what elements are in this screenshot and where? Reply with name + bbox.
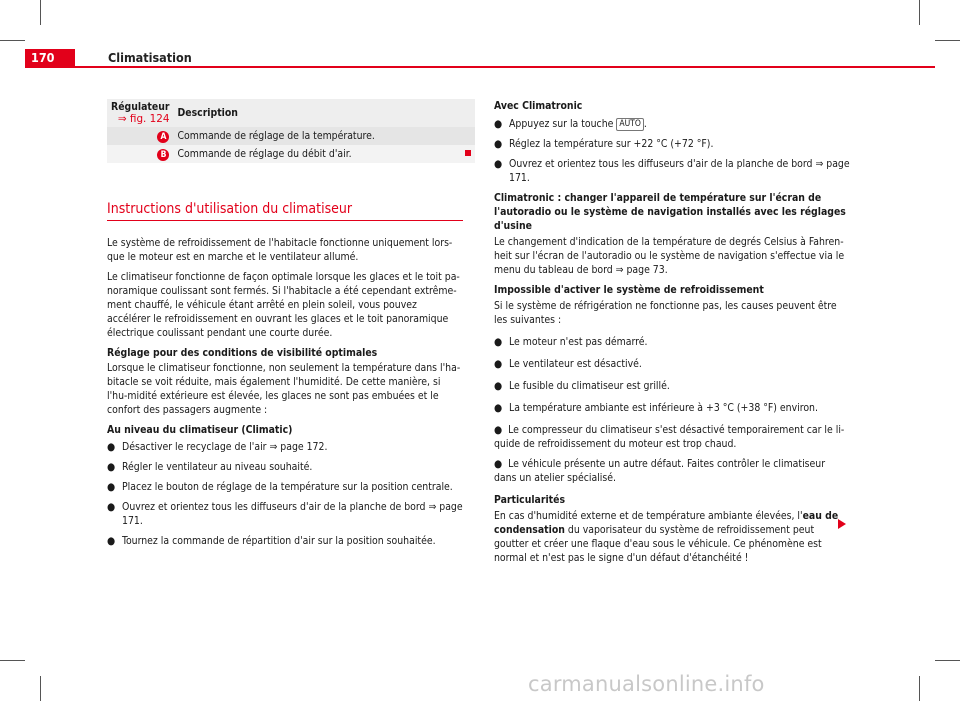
left-column (107, 236, 463, 554)
paragraph: Le système de refroidissement de l'habitacle fonctionne uniquement lors-que le moteur est en marche et le ventilateur allumé. (107, 237, 453, 263)
bullet-icon: ● (494, 336, 503, 348)
table-row (107, 127, 475, 145)
list-item: ● Le véhicule présente un autre défaut. Faites contrôler le climatiseur dans un atelier spécialisé. (494, 458, 826, 484)
continue-arrow-icon (838, 519, 846, 529)
list-item: ● Le fusible du climatiseur est grillé. (494, 380, 670, 392)
table-cell-description: Commande de réglage de la température. (173, 127, 475, 145)
list-item: ● La température ambiante est inférieure à +3 °C (+38 °F) environ. (494, 402, 818, 414)
page-title: Climatisation (108, 50, 192, 65)
crop-mark (0, 660, 25, 661)
list-item: ● Appuyez sur la touche AUTO . (494, 118, 647, 130)
page-number: 170 (31, 50, 55, 65)
table-header-description: Description (173, 99, 475, 127)
list-item: ● Le moteur n'est pas démarré. (494, 336, 648, 348)
list-item: ● Ouvrez et orientez tous les diffuseurs d'air de la planche de bord ⇒ page 171. (494, 158, 850, 184)
table-cell-description: Commande de réglage du débit d'air. (173, 145, 475, 163)
list-item: ● Placez le bouton de réglage de la température sur la position centrale. (107, 481, 453, 493)
list-item: ● Désactiver le recyclage de l'air ⇒ page 172. (107, 441, 328, 453)
subheading: Au niveau du climatiseur (Climatic) (107, 424, 293, 436)
paragraph: En cas d'humidité externe et de température ambiante élevées, l'eau de condensation du vaporisateur du système de refroidissement peut goutter et créer une flaque d'eau sous le véhicule. Ce phénomène est normal et n'est pas le signe d'un défaut d'étanchéité ! (494, 510, 839, 564)
subheading: Avec Climatronic (494, 100, 583, 112)
page-header (25, 49, 935, 67)
list-item: ● Le compresseur du climatiseur s'est désactivé temporairement car le li-quide de refroidissement du moteur est trop chaud. (494, 424, 845, 450)
figure-link[interactable]: ⇒ fig. 124 (117, 113, 170, 125)
bullet-icon: ● (494, 458, 503, 470)
crop-mark (919, 0, 920, 25)
crop-mark (935, 40, 960, 41)
bullet-icon: ● (494, 138, 503, 150)
paragraph: Si le système de réfrigération ne fonctionne pas, les causes peuvent être les suivantes : (494, 300, 837, 326)
bullet-icon: ● (494, 358, 503, 370)
bullet-icon: ● (107, 535, 116, 547)
bullet-icon: ● (107, 501, 116, 513)
bullet-icon: ● (107, 481, 116, 493)
crop-mark (935, 660, 960, 661)
regulator-table (107, 99, 475, 163)
bullet-icon: ● (107, 461, 116, 473)
page-number-box (25, 49, 75, 67)
watermark: carmanualsonline.info (528, 672, 765, 696)
bullet-icon: ● (494, 402, 503, 414)
list-item: ● Ouvrez et orientez tous les diffuseurs d'air de la planche de bord ⇒ page 171. (107, 501, 463, 527)
bullet-icon: ● (494, 424, 503, 436)
bullet-icon: ● (107, 441, 116, 453)
paragraph: Le changement d'indication de la température de degrés Celsius à Fahren-heit sur l'écran de l'autoradio ou le système de navigation s'effectue via le menu du tableau de bord ⇒ page 73. (494, 236, 845, 276)
list-item: ● Régler le ventilateur au niveau souhaité. (107, 461, 313, 473)
bullet-icon: ● (494, 118, 503, 130)
list-item: ● Le ventilateur est désactivé. (494, 358, 642, 370)
subheading: Réglage pour des conditions de visibilité optimales (107, 347, 378, 359)
header-rule (25, 66, 935, 68)
list-item: ● Tournez la commande de répartition d'air sur la position souhaitée. (107, 535, 436, 547)
right-column (494, 99, 850, 571)
section-end-square-icon (465, 150, 471, 156)
list-item: ● Réglez la température sur +22 °C (+72 °F). (494, 138, 714, 150)
paragraph: Le climatiseur fonctionne de façon optimale lorsque les glaces et le toit pa-noramique coulissant sont fermés. Si l'habitacle a été cependant extrême-ment chauffé, le véhicule étant arrêté en plein soleil, vous pouvez accélérer le refroidissement en ouvrant les glaces et le toit panoramique électrique coulissant pendant une courte durée. (107, 271, 460, 339)
bullet-icon: ● (494, 158, 503, 170)
subheading: Particularités (494, 494, 566, 506)
section-rule (107, 220, 463, 221)
marker-b-icon: B (157, 149, 169, 161)
subheading: Climatronic : changer l'appareil de température sur l'écran de l'autoradio ou le système de navigation installés avec les réglages d'usine (494, 192, 846, 232)
auto-key-icon: AUTO (616, 118, 644, 131)
crop-mark (0, 40, 25, 41)
table-header-regulator: Régulateur ⇒ fig. 124 (107, 99, 173, 127)
crop-mark (919, 676, 920, 701)
bullet-icon: ● (494, 380, 503, 392)
marker-a-icon: A (157, 131, 169, 143)
crop-mark (40, 676, 41, 701)
subheading: Impossible d'activer le système de refroidissement (494, 284, 764, 296)
section-heading: Instructions d'utilisation du climatiseur (107, 201, 353, 217)
table-row (107, 145, 475, 163)
paragraph: Lorsque le climatiseur fonctionne, non seulement la température dans l'ha-bitacle se voit réduite, mais également l'humidité. De cette manière, si l'hu-midité extérieure est élevée, les glaces ne sont pas embuées et le confort des passagers augmente : (107, 362, 461, 416)
crop-mark (40, 0, 41, 25)
